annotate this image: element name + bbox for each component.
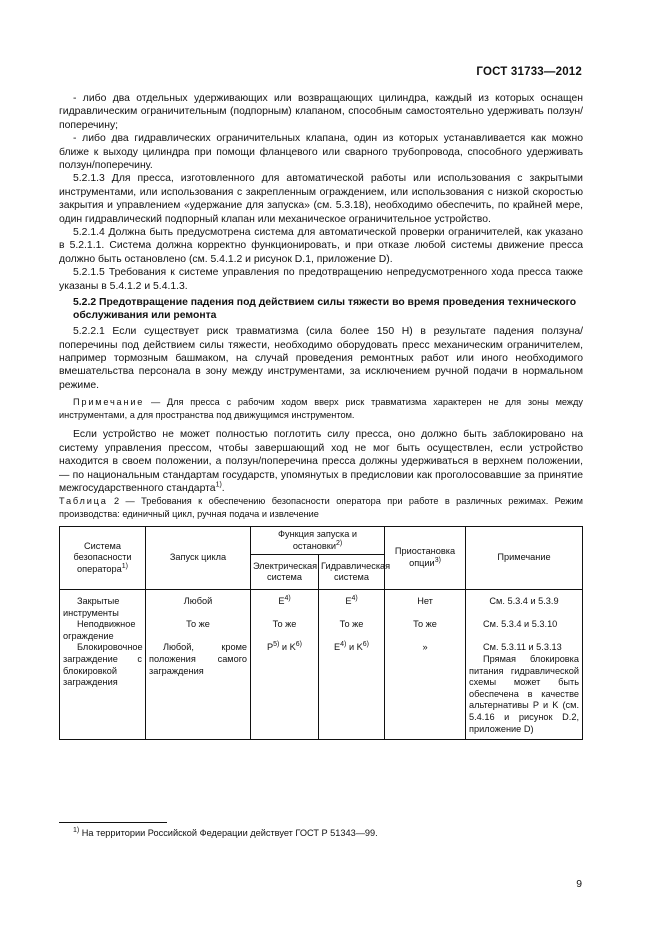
cell-stop: » — [385, 642, 466, 739]
footnote-mark: 1) — [73, 826, 80, 834]
table-caption-text: 2 — Требования к обеспечению безопасности оператора при работе в различных режимах. Режим производства: единичный цикл, ручная подача и извлечение — [59, 496, 583, 519]
header-start: Запуск цикла — [146, 527, 251, 590]
table-caption-label: Таблица — [59, 496, 108, 506]
cell-stop: То же — [385, 619, 466, 642]
cell-note: См. 5.3.4 и 5.3.10 — [466, 619, 583, 642]
cell-start: То же — [146, 619, 251, 642]
paragraph: Если устройство не может полностью поглотить силу пресса, оно должно быть заблокировано на систему управления прессом, чтобы завершающий ход не мог быть осуществлен, если устройство находится в своем положении, а ползун/поперечина пресса должны удерживаться в верхнем положении, — по национальным стандартам государств, упомянутых в предисловии как проголосовавшие за принятие межгосударственного стандарта$^{1)}$. — [59, 429, 583, 494]
cell-note-ref: См. 5.3.11 и 5.3.13 — [483, 642, 562, 653]
safety-requirements-table — [59, 526, 583, 740]
cell-electric: То же — [251, 619, 319, 642]
footnote-text: На территории Российской Федерации действует ГОСТ Р 51343—99. — [79, 828, 378, 838]
note-text: — Для пресса с рабочим ходом вверх риск травматизма характерен не для зоны между инструментами, а для пространства под движущимся инструментом. — [59, 397, 583, 420]
cell-hydraulic: $E^{4)}$ и $K^{6)}$ — [319, 642, 385, 739]
cell-electric: $P^{5)}$ и $K^{6)}$ — [251, 642, 319, 739]
clause-5-2-2-1: 5.2.2.1 Если существует риск травматизма (сила более 150 Н) в результате падения ползуна/поперечины под действием силы тяжести, необходимо оборудовать пресс механическим ограничителем, например тормозным башмаком, на случай проведения ремонтных работ или иного необходимого вмешательства персонала в зону между инструментами, за исключением ручной подачи в нормальном режиме. — [59, 326, 583, 391]
standard-header: ГОСТ 31733—2012 — [476, 66, 582, 78]
page-number: 9 — [576, 879, 582, 890]
table-caption — [59, 495, 583, 520]
cell-stop: Нет — [385, 590, 466, 620]
paragraph: - либо два отдельных удерживающих или возвращающих цилиндра, каждый из которых оснащен гидравлическим ограничительным (подпорным) клапаном, способным самостоятельно удерживать ползун/поперечину; — [59, 93, 583, 131]
paragraph: - либо два гидравлических ограничительных клапана, один из которых устанавливается как можно ближе к выходу цилиндра при помощи фланцевого или сварного трубопровода, способного удерживать ползун/поперечину. — [59, 133, 583, 172]
cell-note-text: Прямая блокировка питания гидравлической схемы может быть обеспечена в качестве альтернативы P и K (см. 5.4.16 и рисунок D.2, приложение D) — [469, 653, 580, 734]
table-row — [60, 642, 583, 739]
document-body — [59, 92, 583, 495]
header-stop: Приостановка опции$^{3)}$ — [385, 527, 466, 590]
cell-note: См. 5.3.4 и 5.3.9 — [466, 590, 583, 620]
cell-start: Любой — [146, 590, 251, 620]
clause-5-2-1-4: 5.2.1.4 Должна быть предусмотрена система для автоматической проверки ограничителей, как указано в 5.2.1.1. Система должна корректно функционировать, и при отказе любой системы движение пресса должно быть остановлено (см. 5.4.1.2 и рисунок D.1, приложение D). — [59, 227, 583, 265]
footnote-divider — [59, 822, 167, 823]
footnote-ref: 1) — [215, 481, 222, 489]
cell-hydraulic: То же — [319, 619, 385, 642]
header-hydraulic: Гидравлическая система — [319, 555, 385, 590]
cell-note — [466, 642, 583, 739]
clause-5-2-1-5: 5.2.1.5 Требования к системе управления по предотвращению непредусмотренного хода пресса также указаны в 5.4.1.2 и 5.4.1.3. — [59, 267, 583, 292]
note-label: Примечание — [73, 397, 145, 408]
table-row — [60, 590, 583, 620]
header-electric: Электрическая система — [251, 555, 319, 590]
header-function: Функция запуска и остановки$^{2)}$ — [251, 527, 385, 555]
cell-system: Закрытые инструменты — [60, 590, 146, 620]
cell-system: Неподвижное ограждение — [60, 619, 146, 642]
clause-5-2-1-3: 5.2.1.3 Для пресса, изготовленного для автоматической работы или использования с закрытыми инструментами, или использования с закрепленным ограждением, или использования с низкой скоростью закрытия и управлением «удержание для запуска» (см. 5.3.18), необходимо обеспечить, по крайней мере, один гидравлический подпорный клапан или механическое ограничительное устройство. — [59, 173, 583, 225]
paragraph-text: Если устройство не может полностью поглотить силу пресса, оно должно быть заблокировано на систему управления прессом, чтобы завершающий ход не мог быть осуществлен, если устройство находится в своем положении, а ползун/поперечина пресса должны удерживаться в верхнем положении, — по национальным стандартам государств, упомянутых в предисловии как проголосовавшие за принятие межгосударственного стандарта — [59, 429, 583, 494]
section-heading-5-2-2: 5.2.2 Предотвращение падения под действием силы тяжести во время проведения технического обслуживания или ремонта — [73, 297, 577, 322]
header-system: Система безопасности оператора$^{1)}$ — [60, 527, 146, 590]
note — [59, 396, 583, 421]
table-row — [60, 619, 583, 642]
cell-system: Блокировочное заграждение с блокировкой заграждения — [60, 642, 146, 739]
cell-start: Любой, кроме положения самого заграждения — [146, 642, 251, 739]
cell-hydraulic: $E^{4)}$ — [319, 590, 385, 620]
footnote — [59, 828, 378, 838]
header-note: Примечание — [466, 527, 583, 590]
cell-electric: $E^{4)}$ — [251, 590, 319, 620]
